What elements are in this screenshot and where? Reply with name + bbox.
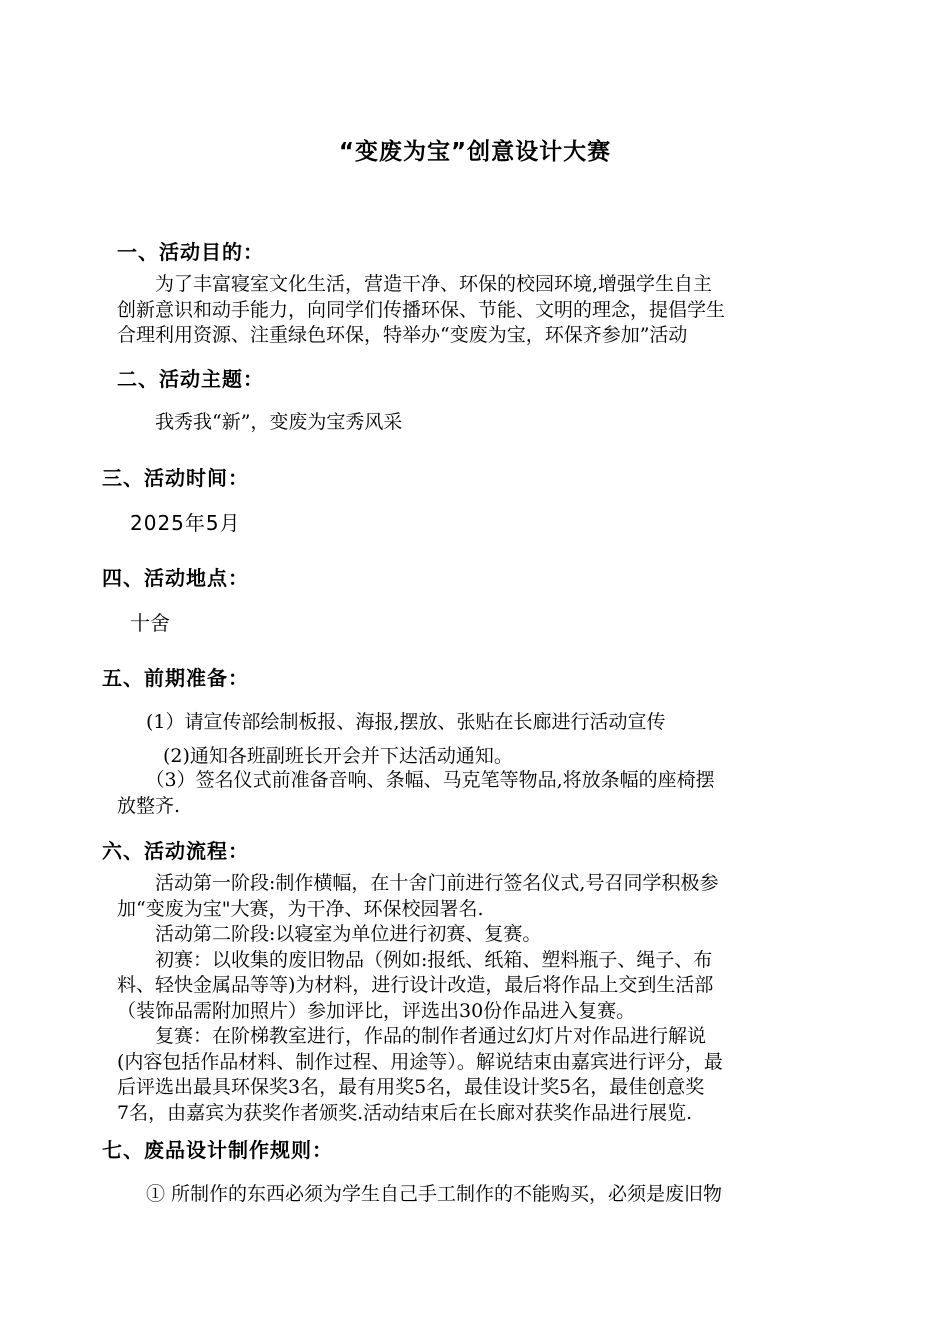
paragraph-line: 加“变废为宝"大赛，为干净、环保校园署名. [117,897,484,920]
preparation-item-3 [117,768,831,819]
time-text: 2025年5月 [130,511,241,535]
section-heading-purpose: 一、活动目的： [117,240,264,264]
section-heading-location: 四、活动地点： [102,566,249,590]
paragraph-line: （3）签名仪式前准备音响、条幅、马克笔等物品,将放条幅的座椅摆 [117,769,715,791]
section-heading-preparation: 五、前期准备： [102,666,249,690]
paragraph-line: 复赛：在阶梯教室进行，作品的制作者通过幻灯片对作品进行解说 [117,1025,707,1047]
document-title: “变废为宝”创意设计大赛 [338,139,612,165]
paragraph-line: 初赛：以收集的废旧物品（例如:报纸、纸箱、塑料瓶子、绳子、布 [117,948,713,971]
paragraph-line: （装饰品需附加照片）参加评比，评选出30份作品进入复赛。 [117,999,636,1022]
location-text: 十舍 [130,611,170,635]
paragraph-line: 7名，由嘉宾为获奖作者颁奖.活动结束后在长廊对获奖作品进行展览. [117,1101,693,1124]
section-heading-theme: 二、活动主题： [117,367,264,391]
paragraph-line: 放整齐. [117,794,181,817]
paragraph-line: (内容包括作品材料、制作过程、用途等）。解说结束由嘉宾进行评分，最 [117,1050,723,1073]
section-heading-process: 六、活动流程： [102,839,249,863]
paragraph-line: 后评选出最具环保奖3名，最有用奖5名，最佳设计奖5名，最佳创意奖 [117,1076,705,1098]
section-purpose-body [117,272,831,349]
preparation-item-2: (2)通知各班副班长开会并下达活动通知。 [163,745,513,767]
paragraph-line: 为了丰富寝室文化生活，营造干净、环保的校园环境,增强学生自主 [117,273,713,295]
paragraph-line: 活动第二阶段:以寝室为单位进行初赛、复赛。 [117,923,542,945]
section-heading-rules: 七、废品设计制作规则： [102,1138,333,1162]
paragraph-line: 料、轻快金属品等等)为材料，进行设计改造，最后将作品上交到生活部 [117,974,714,996]
paragraph-line: 创新意识和动手能力，向同学们传播环保、节能、文明的理念，提倡学生 [117,298,726,321]
section-heading-time: 三、活动时间： [102,466,249,490]
theme-text: 我秀我“新”，变废为宝秀风采 [155,411,403,433]
paragraph-line: 合理利用资源、注重绿色环保，特举办“变废为宝，环保齐参加”活动 [117,324,688,346]
preparation-item-1: (1）请宣传部绘制板报、海报,摆放、张贴在长廊进行活动宣传 [146,711,666,733]
section-process-body [117,871,831,1126]
rules-item-1: ① 所制作的东西必须为学生自己手工制作的不能购买，必须是废旧物 [146,1183,723,1205]
paragraph-line: 活动第一阶段:制作横幅，在十舍门前进行签名仪式,号召同学积极参 [117,872,719,894]
